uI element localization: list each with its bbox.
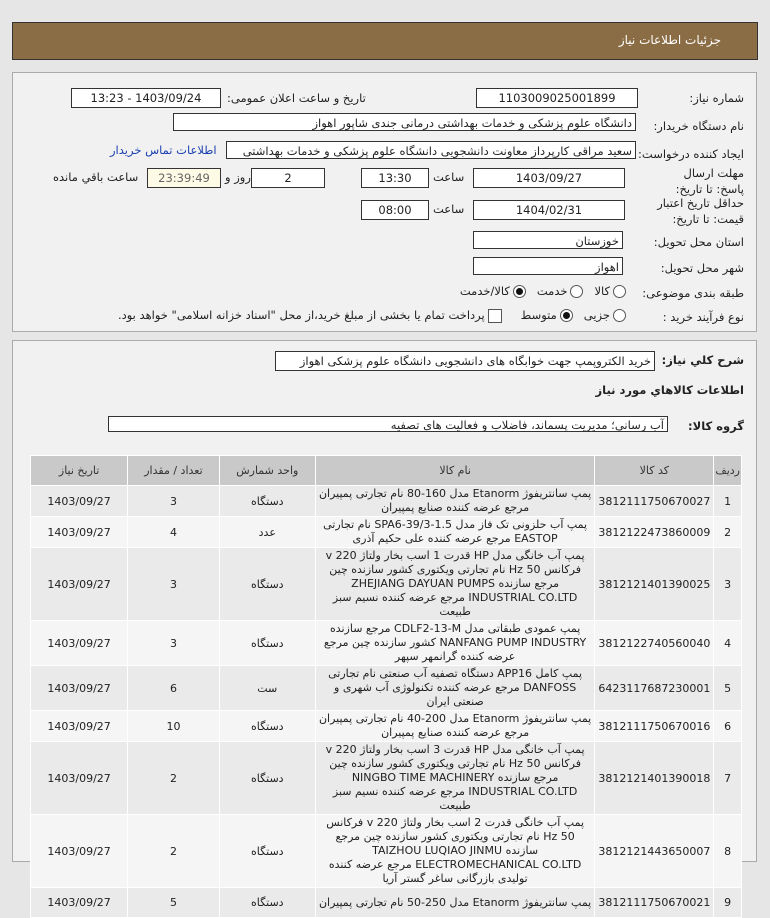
table-row xyxy=(31,815,742,888)
deadline-time-field: 13:30 xyxy=(361,168,429,188)
process-medium-radio[interactable]: متوسط xyxy=(521,308,573,322)
need-number-field: 1103009025001899 xyxy=(476,88,638,108)
item-code: 3812121401390025 xyxy=(595,548,714,621)
need-date: 1403/09/27 xyxy=(31,517,128,548)
need-info-panel xyxy=(12,72,757,332)
need-date: 1403/09/27 xyxy=(31,815,128,888)
buyer-contact-link[interactable]: اطلاعات تماس خریدار xyxy=(110,143,217,157)
row-number: 5 xyxy=(714,666,742,711)
table-row xyxy=(31,486,742,517)
deadline-date-field: 1403/09/27 xyxy=(473,168,625,188)
row-number: 1 xyxy=(714,486,742,517)
item-name: پمپ عمودی طبقاتی مدل CDLF2-13-M مرجع سازنده NANFANG PUMP INDUSTRY کشور سازنده چین مرجع عرضه کننده گرانمهر سپهر xyxy=(315,621,594,666)
column-header: تعداد / مقدار xyxy=(128,456,219,486)
quantity: 4 xyxy=(128,517,219,548)
table-row xyxy=(31,517,742,548)
summary-field: خرید الکتروپمپ جهت خوابگاه های دانشجویی دانشگاه علوم پزشکی اهواز xyxy=(275,351,655,371)
column-header: تاریخ نیاز xyxy=(31,456,128,486)
province-label: استان محل تحویل: xyxy=(653,235,744,249)
days-label: روز و xyxy=(225,170,251,184)
announce-label: تاریخ و ساعت اعلان عمومی: xyxy=(227,91,366,105)
row-number: 2 xyxy=(714,517,742,548)
unit: دستگاه xyxy=(219,815,315,888)
item-code: 6423117687230001 xyxy=(595,666,714,711)
category-goods-service-radio[interactable]: کالا/خدمت xyxy=(460,284,526,298)
item-name: پمپ سانتریفوژ Etanorm مدل 200-40 نام تجارتی پمپیران مرجع عرضه کننده صنایع پمپیران xyxy=(315,711,594,742)
row-number: 8 xyxy=(714,815,742,888)
deadline-label: مهلت ارسال پاسخ: تا تاریخ: xyxy=(675,166,744,196)
validity-date-field: 1404/02/31 xyxy=(473,200,625,220)
need-date: 1403/09/27 xyxy=(31,666,128,711)
quantity: 3 xyxy=(128,548,219,621)
remaining-label: ساعت باقي مانده xyxy=(53,170,139,184)
item-name: پمپ آب خانگی مدل HP قدرت 1 اسب بخار ولتاژ 220 v فرکانس 50 Hz نام تجارتی ویکتوری کشور سازنده چین مرجع سازنده ZHEJIANG DAYUAN PUMPS INDUSTRIAL CO.LTD مرجع عرضه کننده نسیم سبز طبیعت xyxy=(315,548,594,621)
goods-table xyxy=(30,455,742,918)
row-number: 9 xyxy=(714,888,742,918)
item-name: پمپ آب خانگی مدل HP قدرت 3 اسب بخار ولتاژ 220 v فرکانس 50 Hz نام تجارتی ویکتوری کشور سازنده چین مرجع سازنده NINGBO TIME MACHINERY INDUSTRIAL CO.LTD مرجع عرضه کننده نسیم سبز طبیعت xyxy=(315,742,594,815)
item-name: پمپ کامل APP16 دستگاه تصفیه آب صنعتی نام تجارتی DANFOSS مرجع عرضه کننده تکنولوژی آب شهری و صنعتی ایران xyxy=(315,666,594,711)
page-title: جزئیات اطلاعات نیاز xyxy=(618,33,721,47)
category-service-radio[interactable]: خدمت xyxy=(537,284,584,298)
item-code: 3812121443650007 xyxy=(595,815,714,888)
row-number: 3 xyxy=(714,548,742,621)
validity-time-field: 08:00 xyxy=(361,200,429,220)
row-number: 7 xyxy=(714,742,742,815)
process-radios xyxy=(118,308,626,323)
unit: دستگاه xyxy=(219,742,315,815)
quantity: 2 xyxy=(128,815,219,888)
unit: عدد xyxy=(219,517,315,548)
validity-time-label: ساعت xyxy=(433,202,465,216)
goods-group-field: آب رسانی؛ مدیریت پسماند، فاضلاب و فعالیت های تصفیه xyxy=(108,416,668,432)
buyer-field: دانشگاه علوم پزشکی و خدمات بهداشتی درمانی جندی شاپور اهواز xyxy=(173,113,636,131)
need-date: 1403/09/27 xyxy=(31,711,128,742)
item-name: پمپ سانتریفوژ Etanorm مدل 250-50 نام تجارتی پمپیران xyxy=(315,888,594,918)
item-code: 3812111750670016 xyxy=(595,711,714,742)
table-row xyxy=(31,711,742,742)
unit: دستگاه xyxy=(219,548,315,621)
item-name: پمپ آب حلزونی تک فاز مدل SPA6-39/3-1.5 نام تجارتی EASTOP مرجع عرضه کننده علی حکیم آذری xyxy=(315,517,594,548)
quantity: 3 xyxy=(128,621,219,666)
province-field: خوزستان xyxy=(473,231,623,249)
need-date: 1403/09/27 xyxy=(31,486,128,517)
goods-group-label: گروه کالا: xyxy=(688,419,744,433)
need-date: 1403/09/27 xyxy=(31,888,128,918)
creator-field: سعید مراقی کارپرداز معاونت دانشجویی دانشگاه علوم پزشکی و خدمات بهداشتی xyxy=(226,141,636,159)
payment-note: پرداخت تمام یا بخشی از مبلغ خرید،از محل "اسناد خزانه اسلامی" خواهد بود. xyxy=(117,308,485,322)
deadline-time-label: ساعت xyxy=(433,170,465,184)
unit: ست xyxy=(219,666,315,711)
row-number: 6 xyxy=(714,711,742,742)
category-goods-radio[interactable]: کالا xyxy=(594,284,626,298)
buyer-label: نام دستگاه خریدار: xyxy=(653,119,744,133)
category-label: طبقه بندی موضوعی: xyxy=(642,286,744,300)
process-minor-radio[interactable]: جزیی xyxy=(584,308,626,322)
item-code: 3812121401390018 xyxy=(595,742,714,815)
quantity: 6 xyxy=(128,666,219,711)
row-number: 4 xyxy=(714,621,742,666)
unit: دستگاه xyxy=(219,888,315,918)
quantity: 2 xyxy=(128,742,219,815)
table-row xyxy=(31,621,742,666)
unit: دستگاه xyxy=(219,621,315,666)
unit: دستگاه xyxy=(219,486,315,517)
goods-section-title: اطلاعات کالاهاي مورد نياز xyxy=(595,383,744,397)
column-header: ردیف xyxy=(714,456,742,486)
column-header: کد کالا xyxy=(595,456,714,486)
item-code: 3812122740560040 xyxy=(595,621,714,666)
city-field: اهواز xyxy=(473,257,623,275)
table-row xyxy=(31,548,742,621)
table-row xyxy=(31,742,742,815)
creator-label: ایجاد کننده درخواست: xyxy=(638,147,744,161)
table-row xyxy=(31,666,742,711)
validity-label: حداقل تاریخ اعتبار قیمت: تا تاریخ: xyxy=(657,196,744,226)
need-date: 1403/09/27 xyxy=(31,548,128,621)
summary-label: شرح کلي نياز: xyxy=(661,353,744,367)
item-code: 3812111750670021 xyxy=(595,888,714,918)
remaining-time-field: 23:39:49 xyxy=(147,168,221,188)
column-header: نام کالا xyxy=(315,456,594,486)
item-code: 3812111750670027 xyxy=(595,486,714,517)
days-field: 2 xyxy=(251,168,325,188)
need-number-label: شماره نیاز: xyxy=(689,91,744,105)
quantity: 10 xyxy=(128,711,219,742)
announce-field: 1403/09/24 - 13:23 xyxy=(71,88,221,108)
city-label: شهر محل تحویل: xyxy=(660,261,744,275)
process-label: نوع فرآیند خرید : xyxy=(662,310,744,324)
quantity: 5 xyxy=(128,888,219,918)
treasury-payment-checkbox[interactable] xyxy=(488,309,502,323)
need-date: 1403/09/27 xyxy=(31,621,128,666)
item-code: 3812122473860009 xyxy=(595,517,714,548)
category-radios xyxy=(460,284,626,298)
page-header xyxy=(12,22,758,60)
table-row xyxy=(31,888,742,918)
quantity: 3 xyxy=(128,486,219,517)
column-header: واحد شمارش xyxy=(219,456,315,486)
unit: دستگاه xyxy=(219,711,315,742)
item-name: پمپ آب خانگی قدرت 2 اسب بخار ولتاژ 220 v فرکانس 50 Hz نام تجارتی ویکتوری کشور سازنده چین مرجع سازنده TAIZHOU LUQIAO JINMU ELECTROMECHANICAL CO.LTD مرجع عرضه کننده تولیدی بازرگانی ساغر گستر آریا xyxy=(315,815,594,888)
item-name: پمپ سانتریفوژ Etanorm مدل 160-80 نام تجارتی پمپیران مرجع عرضه کننده صنایع پمپیران xyxy=(315,486,594,517)
need-date: 1403/09/27 xyxy=(31,742,128,815)
